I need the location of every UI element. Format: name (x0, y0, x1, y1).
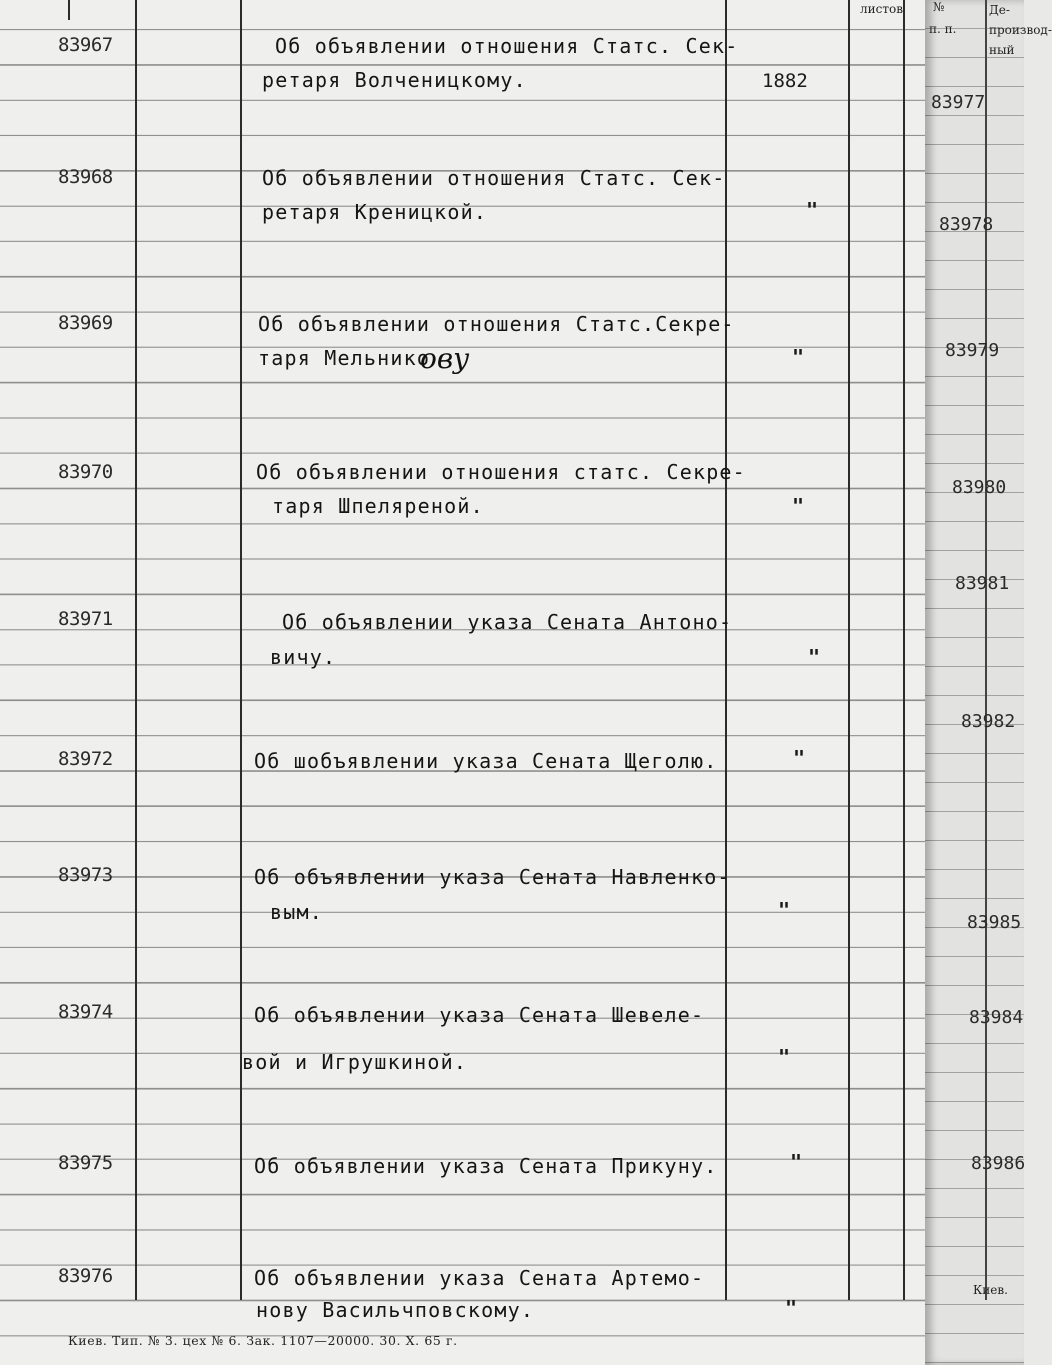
header-proceeding: Де- производ- ный (989, 3, 1052, 57)
column-rule (903, 0, 905, 1300)
entry-text: Об объявлении указа Сената Артемо- (254, 1266, 705, 1290)
entry-number: 83973 (58, 864, 113, 886)
entry-text: Об объявлении отношения Статс. Сек- (262, 166, 726, 190)
adjacent-entry-number: 83981 (955, 573, 1010, 594)
entry-number: 83968 (58, 166, 113, 188)
entry-text: Об объявлении указа Сената Антоно- (282, 610, 733, 634)
column-rule (985, 0, 987, 1300)
ditto-mark: " (790, 1150, 803, 1174)
entry-number: 83972 (58, 748, 113, 770)
entry-number: 83967 (58, 34, 113, 56)
entry-number: 83971 (58, 608, 113, 630)
entry-text: таря Мельнико (258, 346, 431, 370)
header-sheets: листов (860, 2, 903, 16)
handwritten-correction: ову (420, 342, 470, 375)
adjacent-entry-number: 83984 (969, 1007, 1024, 1028)
entry-text: Об объявлении указа Сената Прикуну. (254, 1154, 718, 1178)
printer-imprint: Киев. Тип. № 3. цех № 6. Зак. 1107—20000. 30. X. 65 г. (68, 1333, 458, 1348)
entry-text: Об шобъявлении указа Сената Щеголю. (254, 749, 718, 773)
ditto-mark: " (808, 645, 821, 669)
column-rule (848, 0, 850, 1300)
column-rule (68, 0, 70, 20)
ditto-mark: " (778, 898, 791, 922)
entry-text: Об объявлении отношения Статс.Секре- (258, 312, 735, 336)
ditto-mark: " (778, 1045, 791, 1069)
entry-number: 83970 (58, 461, 113, 483)
ditto-mark: " (792, 494, 805, 518)
ditto-mark: " (792, 345, 805, 369)
header-number-sub: п. п. (929, 22, 957, 36)
adjacent-page (925, 0, 1052, 1365)
entry-text: вой и Игрушкиной. (242, 1050, 468, 1074)
entry-text: ретаря Волченицкому. (262, 68, 527, 92)
entry-year: 1882 (762, 70, 808, 92)
adjacent-entry-number: 83980 (952, 477, 1007, 498)
entry-text: Об объявлении отношения статс. Секре- (256, 460, 746, 484)
column-rule (725, 0, 727, 1300)
adjacent-entry-number: 83982 (961, 711, 1016, 732)
ditto-mark: " (806, 198, 819, 222)
entry-text: нову Васильчповскому. (256, 1298, 535, 1322)
adjacent-entry-number: 83986 (971, 1153, 1026, 1174)
ditto-mark: " (793, 746, 806, 770)
entry-text: Об объявлении указа Сената Шевеле- (254, 1003, 705, 1027)
entry-text: вичу. (270, 645, 337, 669)
entry-text: Об объявлении отношения Статс. Сек- (275, 34, 739, 58)
entry-text: Об объявлении указа Сената Навленко- (254, 865, 731, 889)
entry-number: 83969 (58, 312, 113, 334)
column-rule (135, 0, 137, 1300)
entry-number: 83974 (58, 1001, 113, 1023)
adjacent-entry-number: 83977 (931, 92, 986, 113)
entry-text: ретаря Креницкой. (262, 200, 488, 224)
header-number: № (933, 0, 945, 14)
column-rule (240, 0, 242, 1300)
adjacent-entry-number: 83985 (967, 912, 1022, 933)
ditto-mark: " (785, 1296, 798, 1320)
entry-text: вым. (270, 900, 323, 924)
entry-text: таря Шпелярeной. (272, 494, 484, 518)
adjacent-entry-number: 83979 (945, 340, 1000, 361)
printer-imprint-adjacent: Киев. (973, 1283, 1008, 1297)
entry-number: 83975 (58, 1152, 113, 1174)
entry-number: 83976 (58, 1265, 113, 1287)
adjacent-entry-number: 83978 (939, 214, 994, 235)
